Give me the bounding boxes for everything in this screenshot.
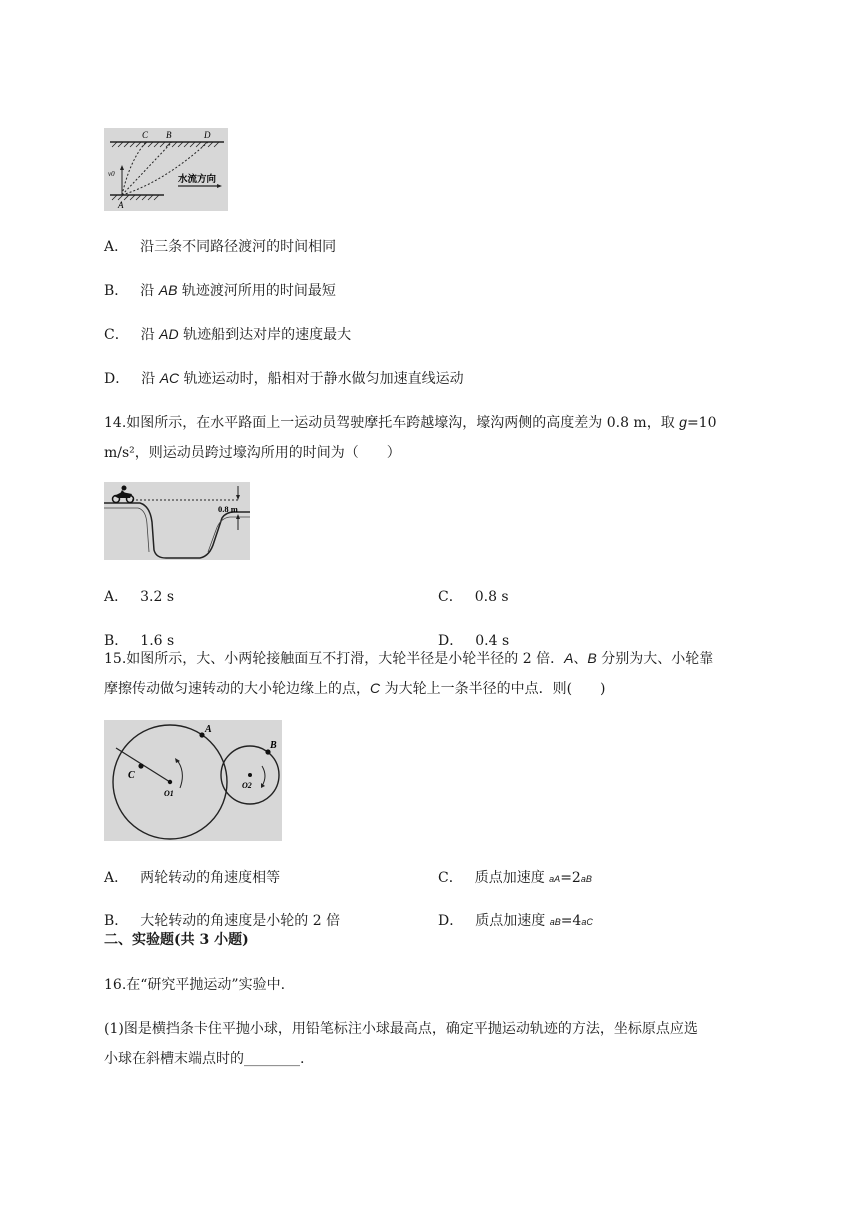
option-text: 两轮转动的角速度相等: [140, 870, 281, 886]
stem-text: 分别为大、小轮靠: [596, 651, 714, 667]
q15-option-c: [438, 867, 592, 887]
option-var: AB: [158, 282, 178, 298]
label-c: C: [128, 770, 135, 781]
q15-stem-line1: [104, 648, 713, 668]
stem-text: 14.如图所示，在水平路面上一运动员驾驶摩托车跨越壕沟，壕沟两侧的高度差为 0.8 m，取: [104, 415, 680, 431]
option-text: 大轮转动的角速度是小轮的 2 倍: [140, 913, 341, 929]
q14-option-a: [104, 586, 174, 606]
height-label: 0.8 m: [218, 504, 238, 514]
q15-option-d: [438, 910, 593, 930]
q13-option-c: [104, 324, 351, 344]
option-text: =4: [560, 913, 582, 929]
q15-option-a: [104, 867, 280, 887]
option-var: AD: [159, 326, 179, 342]
option-text: 轨迹渡河所用的时间最短: [177, 283, 336, 299]
q13-option-a: [104, 236, 336, 256]
motorcycle-icon: [113, 486, 134, 503]
q14-option-b: [104, 630, 174, 650]
river-crossing-diagram: [104, 128, 228, 211]
option-text: 0.8 s: [474, 589, 509, 605]
option-text: 质点加速度: [475, 913, 550, 929]
label-b: B: [270, 740, 277, 751]
option-key: A．: [104, 239, 129, 255]
option-var: AC: [159, 370, 180, 386]
stem-var: g: [679, 414, 687, 430]
ditch-figure: [104, 482, 250, 560]
option-key: B．: [104, 633, 129, 649]
wheels-diagram: [104, 720, 282, 841]
label-c: C: [142, 130, 149, 140]
option-sub: aA: [549, 874, 561, 884]
option-text: 沿: [141, 371, 160, 387]
option-key: D．: [438, 913, 464, 929]
option-text: 沿: [140, 327, 160, 343]
section-heading: 二、实验题(共 3 小题): [104, 932, 249, 948]
option-text: 轨迹船到达对岸的速度最大: [178, 327, 352, 343]
stem-text: 为大轮上一条半径的中点．则( ): [380, 681, 606, 697]
label-b: B: [166, 130, 172, 140]
option-key: B．: [104, 283, 129, 299]
option-text: 1.6 s: [140, 633, 175, 649]
q16-stem-line2: (1)图是横挡条卡住平抛小球，用铅笔标注小球最高点，确定平抛运动轨迹的方法，坐标原点应选: [104, 1021, 698, 1037]
option-text: 质点加速度: [474, 870, 550, 886]
q14-stem-line1: [104, 412, 717, 432]
q16-stem-line3: 小球在斜槽末端点时的________.: [104, 1051, 305, 1067]
q15-stem-line2: [104, 678, 606, 698]
water-flow-label: 水流方向: [178, 174, 217, 185]
label-a: A: [205, 724, 212, 735]
option-text: 沿: [140, 283, 159, 299]
ditch-diagram: [104, 482, 250, 560]
option-text: 轨迹运动时，船相对于静水做匀加速直线运动: [179, 371, 464, 387]
option-key: C．: [438, 589, 463, 605]
option-key: C．: [438, 870, 463, 886]
stem-var: A: [564, 650, 574, 666]
option-text: =2: [560, 870, 581, 886]
option-key: B．: [104, 913, 129, 929]
label-o2: O2: [242, 781, 252, 790]
q13-option-d: [104, 368, 464, 388]
option-text: 沿三条不同路径渡河的时间相同: [140, 239, 337, 255]
stem-text: 、: [573, 651, 588, 667]
option-key: D．: [104, 371, 130, 387]
wheels-figure: [104, 720, 282, 841]
option-text: 0.4 s: [475, 633, 510, 649]
label-a: A: [118, 200, 124, 210]
q14-option-c: [438, 586, 509, 606]
option-key: C．: [104, 327, 129, 343]
option-key: A．: [104, 589, 129, 605]
option-sub: aB: [580, 874, 592, 884]
q13-option-b: [104, 280, 336, 300]
label-o1: O1: [164, 789, 174, 798]
option-sub: aB: [549, 917, 561, 927]
q14-stem-line2: m/s²，则运动员跨过壕沟所用的时间为（ ）: [104, 445, 401, 461]
q16-stem-line1: 16.在“研究平抛运动”实验中.: [104, 977, 286, 993]
q15-option-b: [104, 910, 340, 930]
q14-option-d: [438, 630, 509, 650]
stem-text: 摩擦传动做匀速转动的大小轮边缘上的点，: [104, 681, 370, 697]
stem-text: 15.如图所示，大、小两轮接触面互不打滑，大轮半径是小轮半径的 2 倍．: [104, 651, 565, 667]
stem-var: C: [370, 680, 381, 696]
option-text: 3.2 s: [140, 589, 175, 605]
label-d: D: [204, 130, 211, 140]
option-sub: aC: [581, 917, 593, 927]
label-v0: v0: [108, 170, 115, 178]
stem-var: B: [587, 650, 597, 666]
option-key: A．: [104, 870, 129, 886]
option-key: D．: [438, 633, 464, 649]
stem-text: =10: [686, 415, 717, 431]
river-crossing-figure: [104, 128, 228, 211]
